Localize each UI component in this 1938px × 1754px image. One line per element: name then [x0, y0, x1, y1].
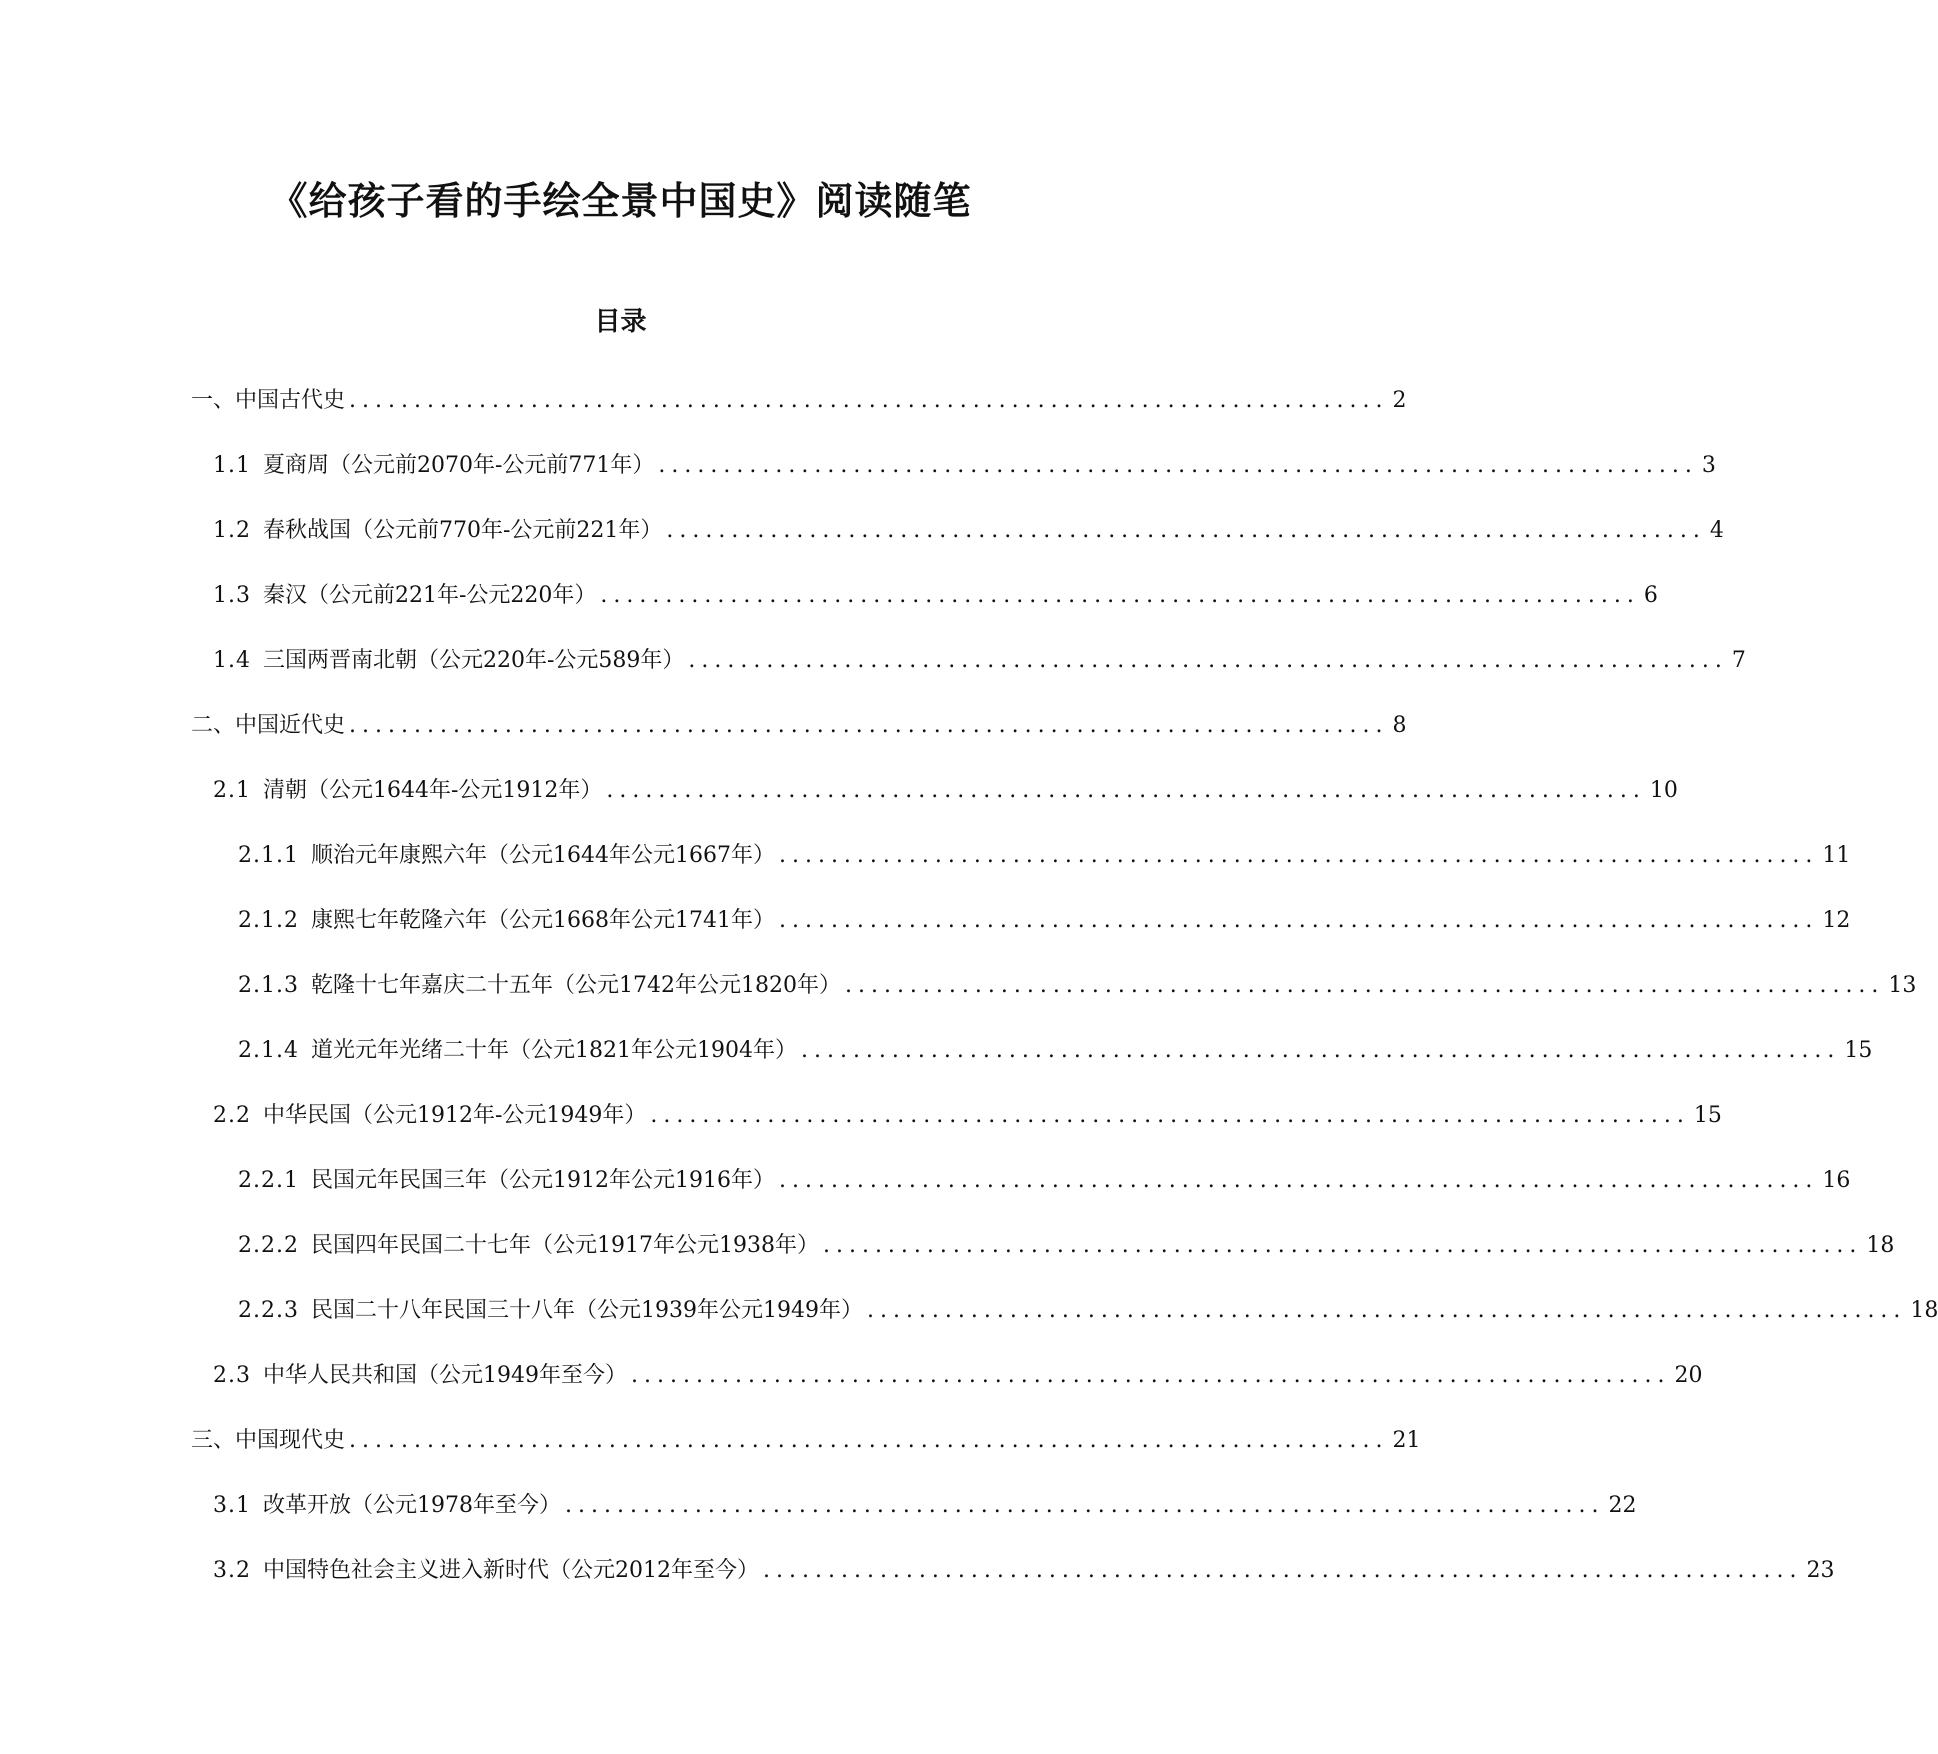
toc-entry-label: 秦汉（公元前221年-公元220年） — [263, 583, 597, 608]
toc-entry-page: 13 — [1888, 973, 1917, 998]
toc-leader-dots: ................................................................................ — [844, 973, 1885, 998]
document-title: 《给孩子看的手绘全景中国史》阅读随笔 — [269, 178, 972, 224]
toc-leader-dots: ................................................................................ — [650, 1103, 1690, 1128]
toc-entry-label: 顺治元年康熙六年（公元1644年公元1667年） — [310, 843, 775, 868]
toc-leader-dots: ................................................................................ — [778, 843, 1819, 868]
toc-entry-page: 15 — [1844, 1038, 1873, 1063]
toc-leader-dots: ................................................................................ — [600, 583, 1640, 608]
toc-leader-dots: ................................................................................ — [565, 1493, 1605, 1518]
toc-entry-number: 2.3 — [213, 1363, 251, 1388]
toc-entry-number: 2.2.1 — [238, 1168, 299, 1193]
toc-entry-label: 三、中国现代史 — [191, 1428, 346, 1453]
toc-entry-label: 中华人民共和国（公元1949年至今） — [263, 1363, 627, 1388]
toc-entry-page: 20 — [1674, 1363, 1703, 1388]
toc-entry-page: 6 — [1643, 583, 1658, 608]
toc-entry-1-3[interactable] — [213, 576, 1658, 616]
toc-entry-number: 2.1.4 — [238, 1038, 299, 1063]
toc-leader-dots: ................................................................................ — [763, 1558, 1803, 1583]
toc-entry-chapter-2[interactable] — [191, 706, 1407, 746]
toc-entry-2-1-3[interactable] — [238, 966, 1917, 1006]
toc-entry-page: 2 — [1392, 388, 1407, 413]
toc-leader-dots: ................................................................................ — [631, 1363, 1671, 1388]
toc-entry-label: 三国两晋南北朝（公元220年-公元589年） — [263, 648, 685, 673]
toc-leader-dots: ................................................................................ — [666, 518, 1706, 543]
toc-entry-number: 1.2 — [213, 518, 251, 543]
toc-entry-2-2[interactable] — [213, 1096, 1722, 1136]
toc-entry-2-1-1[interactable] — [238, 836, 1851, 876]
toc-leader-dots: ................................................................................ — [349, 388, 1389, 413]
toc-entry-2-1[interactable] — [213, 771, 1678, 811]
toc-entry-2-2-1[interactable] — [238, 1161, 1851, 1201]
toc-entry-label: 二、中国近代史 — [191, 713, 346, 738]
toc-leader-dots: ................................................................................ — [349, 1428, 1389, 1453]
toc-entry-label: 康熙七年乾隆六年（公元1668年公元1741年） — [310, 908, 775, 933]
toc-entry-label: 一、中国古代史 — [191, 388, 346, 413]
toc-entry-label: 民国二十八年民国三十八年（公元1939年公元1949年） — [310, 1298, 863, 1323]
toc-leader-dots: ................................................................................ — [688, 648, 1728, 673]
toc-entry-number: 2.1 — [213, 778, 251, 803]
toc-entry-page: 18 — [1910, 1298, 1938, 1323]
toc-entry-page: 16 — [1822, 1168, 1851, 1193]
toc-entry-page: 21 — [1392, 1428, 1421, 1453]
toc-entry-number: 2.2.3 — [238, 1298, 299, 1323]
toc-entry-2-2-3[interactable] — [238, 1291, 1938, 1331]
toc-entry-page: 11 — [1822, 843, 1851, 868]
toc-entry-chapter-3[interactable] — [191, 1421, 1421, 1461]
toc-leader-dots: ................................................................................ — [778, 908, 1819, 933]
toc-entry-number: 2.1.1 — [238, 843, 299, 868]
toc-entry-label: 民国四年民国二十七年（公元1917年公元1938年） — [310, 1233, 819, 1258]
toc-entry-2-1-2[interactable] — [238, 901, 1851, 941]
toc-entry-page: 10 — [1649, 778, 1678, 803]
toc-entry-2-3[interactable] — [213, 1356, 1703, 1396]
toc-entry-2-1-4[interactable] — [238, 1031, 1873, 1071]
toc-entry-2-2-2[interactable] — [238, 1226, 1895, 1266]
toc-leader-dots: ................................................................................ — [658, 453, 1698, 478]
toc-entry-label: 中国特色社会主义进入新时代（公元2012年至今） — [263, 1558, 759, 1583]
toc-leader-dots: ................................................................................ — [778, 1168, 1819, 1193]
toc-entry-number: 2.1.3 — [238, 973, 299, 998]
toc-leader-dots: ................................................................................ — [349, 713, 1389, 738]
toc-entry-page: 23 — [1806, 1558, 1835, 1583]
toc-entry-label: 乾隆十七年嘉庆二十五年（公元1742年公元1820年） — [310, 973, 841, 998]
toc-entry-page: 18 — [1866, 1233, 1895, 1258]
toc-entry-page: 4 — [1709, 518, 1724, 543]
toc-entry-label: 中华民国（公元1912年-公元1949年） — [263, 1103, 647, 1128]
toc-entry-number: 2.2.2 — [238, 1233, 299, 1258]
toc-entry-1-4[interactable] — [213, 641, 1746, 681]
toc-entry-number: 3.2 — [213, 1558, 251, 1583]
toc-entry-label: 改革开放（公元1978年至今） — [263, 1493, 561, 1518]
toc-leader-dots: ................................................................................ — [800, 1038, 1841, 1063]
toc-entry-1-1[interactable] — [213, 446, 1716, 486]
toc-entry-page: 15 — [1693, 1103, 1722, 1128]
toc-entry-page: 12 — [1822, 908, 1851, 933]
toc-entry-page: 8 — [1392, 713, 1407, 738]
toc-entry-number: 1.4 — [213, 648, 251, 673]
toc-entry-page: 7 — [1731, 648, 1746, 673]
toc-leader-dots: ................................................................................ — [606, 778, 1646, 803]
toc-entry-3-2[interactable] — [213, 1551, 1835, 1591]
toc-entry-chapter-1[interactable] — [191, 381, 1407, 421]
toc-entry-label: 夏商周（公元前2070年-公元前771年） — [263, 453, 655, 478]
toc-entry-number: 2.2 — [213, 1103, 251, 1128]
toc-entry-page: 22 — [1608, 1493, 1637, 1518]
toc-entry-1-2[interactable] — [213, 511, 1724, 551]
toc-entry-label: 清朝（公元1644年-公元1912年） — [263, 778, 603, 803]
toc-leader-dots: ................................................................................ — [866, 1298, 1907, 1323]
toc-entry-label: 道光元年光绪二十年（公元1821年公元1904年） — [310, 1038, 797, 1063]
toc-entry-label: 春秋战国（公元前770年-公元前221年） — [263, 518, 663, 543]
toc-leader-dots: ................................................................................ — [822, 1233, 1863, 1258]
toc-entry-page: 3 — [1701, 453, 1716, 478]
toc-entry-label: 民国元年民国三年（公元1912年公元1916年） — [310, 1168, 775, 1193]
toc-heading: 目录 — [594, 306, 647, 337]
toc-entry-number: 1.3 — [213, 583, 251, 608]
toc-entry-number: 2.1.2 — [238, 908, 299, 933]
toc-entry-3-1[interactable] — [213, 1486, 1637, 1526]
toc-entry-number: 3.1 — [213, 1493, 251, 1518]
toc-entry-number: 1.1 — [213, 453, 251, 478]
